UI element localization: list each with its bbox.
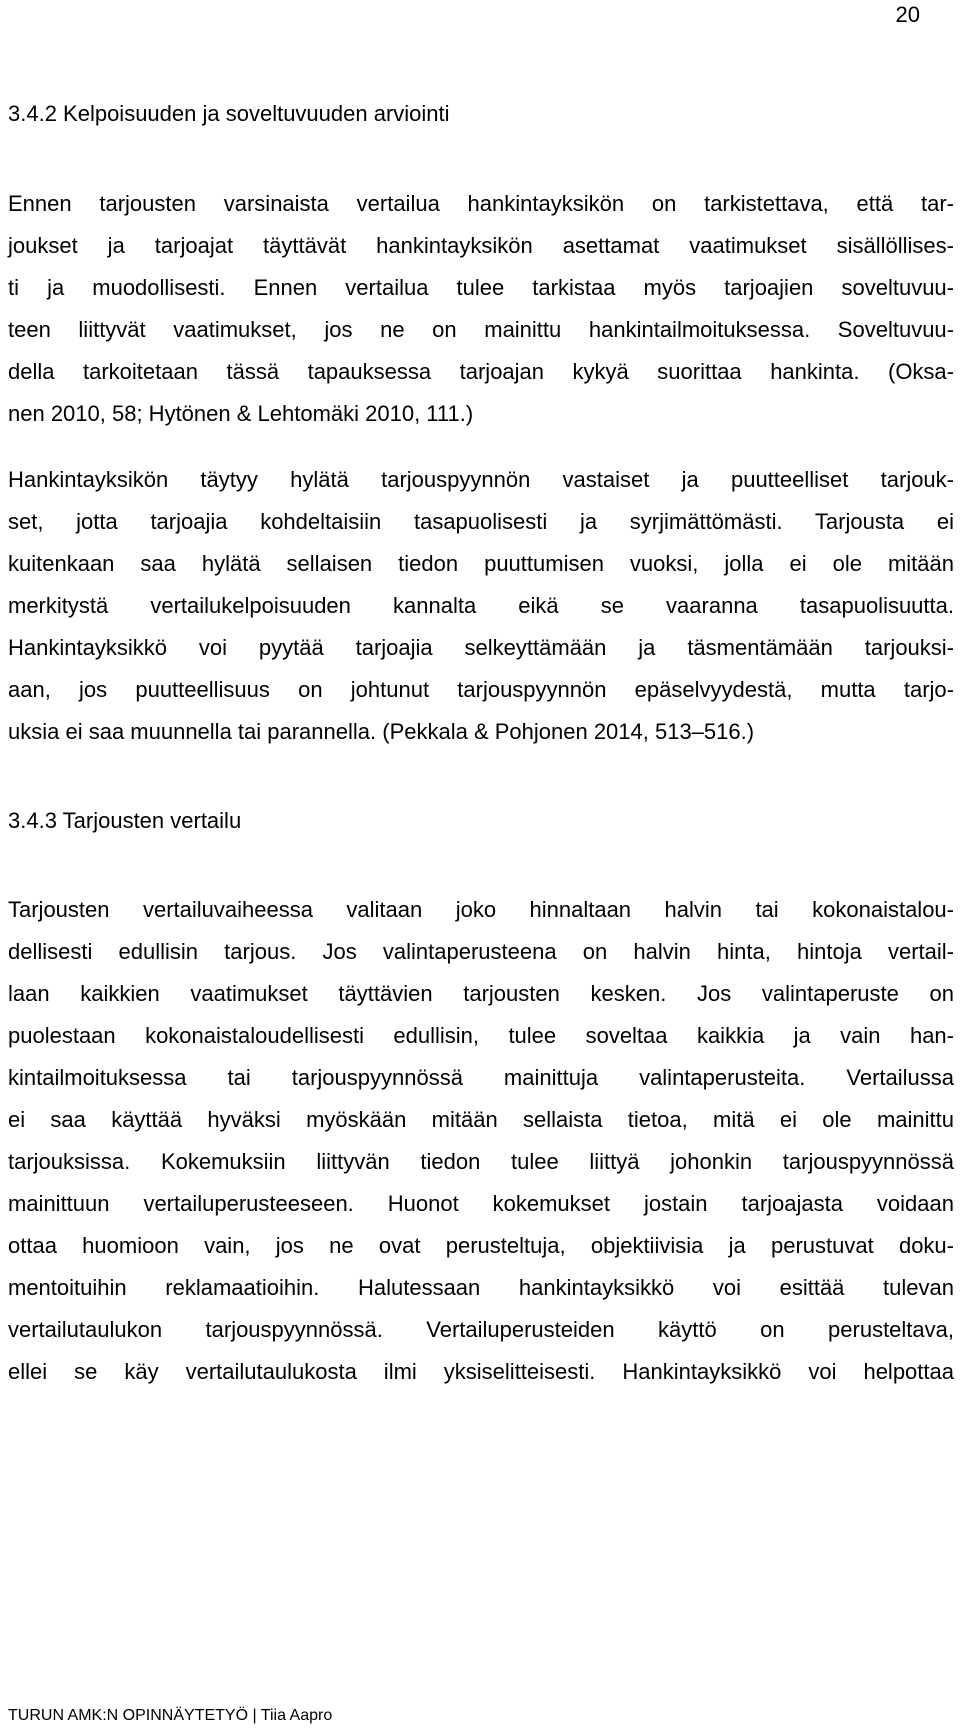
text-line: ti ja muodollisesti. Ennen vertailua tulee tarkistaa myös tarjoajien soveltuvuu- (8, 275, 954, 300)
text-line: kuitenkaan saa hylätä sellaisen tiedon puuttumisen vuoksi, jolla ei ole mitään (8, 551, 954, 576)
text-line: Hankintayksikkö voi pyytää tarjoajia selkeyttämään ja täsmentämään tarjouksi- (8, 635, 954, 660)
section-heading-3-4-3: 3.4.3 Tarjousten vertailu (8, 808, 242, 833)
text-line: Ennen tarjousten varsinaista vertailua hankintayksikön on tarkistettava, että tar- (8, 191, 954, 216)
text-line: laan kaikkien vaatimukset täyttävien tarjousten kesken. Jos valintaperuste on (8, 981, 954, 1006)
text-line: aan, jos puutteellisuus on johtunut tarjouspyynnön epäselvyydestä, mutta tarjo- (8, 677, 954, 702)
text-line: ei saa käyttää hyväksi myöskään mitään sellaista tietoa, mitä ei ole mainittu (8, 1107, 954, 1132)
text-line: mainittuun vertailuperusteeseen. Huonot kokemukset jostain tarjoajasta voidaan (8, 1191, 954, 1216)
text-line: uksia ei saa muunnella tai parannella. (Pekkala & Pohjonen 2014, 513–516.) (8, 719, 755, 744)
text-line: della tarkoitetaan tässä tapauksessa tarjoajan kykyä suorittaa hankinta. (Oksa- (8, 359, 954, 384)
page-footer: TURUN AMK:N OPINNÄYTETYÖ | Tiia Aapro (8, 1707, 333, 1724)
text-line: ellei se käy vertailutaulukosta ilmi yksiselitteisesti. Hankintayksikkö voi helpottaa (8, 1359, 954, 1384)
text-line: puolestaan kokonaistaloudellisesti edullisin, tulee soveltaa kaikkia ja vain han- (8, 1023, 954, 1048)
text-line: ottaa huomioon vain, jos ne ovat perusteltuja, objektiivisia ja perustuvat doku- (8, 1233, 954, 1258)
text-line: merkitystä vertailukelpoisuuden kannalta eikä se vaaranna tasapuolisuutta. (8, 593, 954, 618)
paragraph (8, 459, 954, 753)
text-line: tarjouksissa. Kokemuksiin liittyvän tiedon tulee liittyä johonkin tarjouspyynnössä (8, 1149, 954, 1174)
text-line: joukset ja tarjoajat täyttävät hankintayksikön asettamat vaatimukset sisällöllises- (8, 233, 954, 258)
text-line: dellisesti edullisin tarjous. Jos valintaperusteena on halvin hinta, hintoja vertail- (8, 939, 954, 964)
section-heading-3-4-2: 3.4.2 Kelpoisuuden ja soveltuvuuden arviointi (8, 101, 450, 126)
text-line: nen 2010, 58; Hytönen & Lehtomäki 2010, 111.) (8, 401, 474, 426)
text-line: kintailmoituksessa tai tarjouspyynnössä mainittuja valintaperusteita. Vertailussa (8, 1065, 954, 1090)
text-line: set, jotta tarjoajia kohdeltaisiin tasapuolisesti ja syrjimättömästi. Tarjousta ei (8, 509, 954, 534)
page-number: 20 (895, 2, 920, 27)
paragraph (8, 889, 954, 1393)
text-line: mentoituihin reklamaatioihin. Halutessaan hankintayksikkö voi esittää tulevan (8, 1275, 954, 1300)
paragraph (8, 183, 954, 435)
text-line: teen liittyvät vaatimukset, jos ne on mainittu hankintailmoituksessa. Soveltuvuu- (8, 317, 954, 342)
text-line: vertailutaulukon tarjouspyynnössä. Vertailuperusteiden käyttö on perusteltava, (8, 1317, 954, 1342)
text-line: Hankintayksikön täytyy hylätä tarjouspyynnön vastaiset ja puutteelliset tarjouk- (8, 467, 954, 492)
text-line: Tarjousten vertailuvaiheessa valitaan joko hinnaltaan halvin tai kokonaistalou- (8, 897, 954, 922)
